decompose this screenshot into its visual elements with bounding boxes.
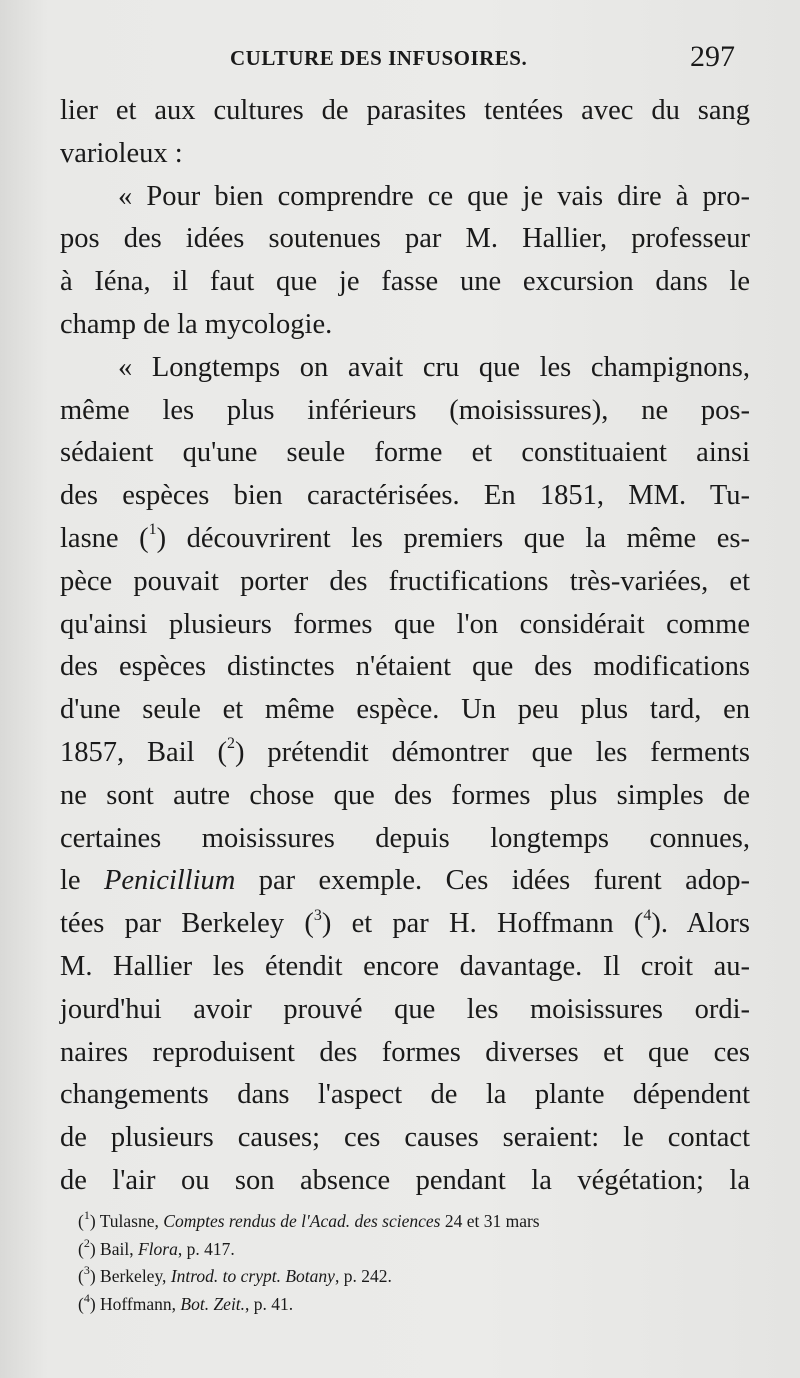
text-line: des espèces bien caractérisées. En 1851, MM. Tu- — [60, 480, 750, 512]
footnote-ref: 3 — [313, 906, 322, 924]
text-line: pèce pouvait porter des fructifications très-variées, et — [60, 565, 750, 597]
footnote-3: ($^3$) Berkeley, Introd. to crypt. Botany, p. 242. — [78, 1263, 392, 1286]
text-line: varioleux : — [60, 137, 183, 169]
text-line: le Penicillium par exemple. Ces idées furent adop- — [60, 865, 750, 897]
footnotes — [78, 1208, 768, 1318]
text-line: de plusieurs causes; ces causes seraient: le contact — [60, 1122, 750, 1154]
text-line: de l'air ou son absence pendant la végétation; la — [60, 1164, 750, 1196]
text-line: certaines moisissures depuis longtemps connues, — [60, 822, 750, 854]
footnote-ref: 4 — [643, 906, 652, 924]
text-line: M. Hallier les étendit encore davantage. Il croit au- — [60, 950, 750, 982]
text-line: pos des idées soutenues par M. Hallier, professeur — [60, 223, 750, 255]
text-line: tées par Berkeley ($^3$) et par H. Hoffmann ($^4$). Alors — [60, 906, 751, 940]
text-line: « Pour bien comprendre ce que je vais dire à pro- — [118, 180, 750, 212]
text-line: 1857, Bail ($^2$) prétendit démontrer que les ferments — [60, 735, 750, 768]
text-line: ne sont autre chose que des formes plus simples de — [60, 779, 750, 811]
footnote-1: ($^1$) Tulasne, Comptes rendus de l'Acad. des sciences 24 et 31 mars — [78, 1208, 540, 1231]
italic-term: Penicillium — [103, 865, 236, 897]
text-line: à Iéna, il faut que je fasse une excursion dans le — [60, 266, 750, 298]
body-text — [60, 90, 750, 1203]
text-line: d'une seule et même espèce. Un peu plus tard, en — [60, 694, 750, 726]
running-title: CULTURE DES INFUSOIRES. — [230, 46, 528, 70]
page-number: 297 — [690, 40, 735, 73]
text-line: même les plus inférieurs (moisissures), ne pos- — [60, 394, 750, 426]
text-line: lasne ($^1$) découvrirent les premiers que la même es- — [60, 521, 750, 554]
text-line: changements dans l'aspect de la plante dépendent — [60, 1079, 750, 1111]
text-line: lier et aux cultures de parasites tentées avec du sang — [60, 95, 750, 126]
footnote-4: ($^4$) Hoffmann, Bot. Zeit., p. 41. — [78, 1290, 294, 1314]
text-line: des espèces distinctes n'étaient que des modifications — [60, 651, 750, 683]
page-header — [0, 40, 800, 80]
text-line: jourd'hui avoir prouvé que les moisissures ordi- — [60, 993, 750, 1025]
text-line: « Longtemps on avait cru que les champignons, — [118, 351, 750, 383]
text-line: qu'ainsi plusieurs formes que l'on considérait comme — [60, 608, 750, 640]
text-line: naires reproduisent des formes diverses et que ces — [60, 1036, 750, 1068]
text-line: sédaient qu'une seule forme et constituaient ainsi — [60, 437, 750, 469]
text-line: champ de la mycologie. — [60, 308, 333, 340]
footnote-ref: 2 — [226, 735, 235, 753]
footnote-2: ($^2$) Bail, Flora, p. 417. — [78, 1235, 235, 1259]
footnote-ref: 1 — [148, 521, 157, 539]
